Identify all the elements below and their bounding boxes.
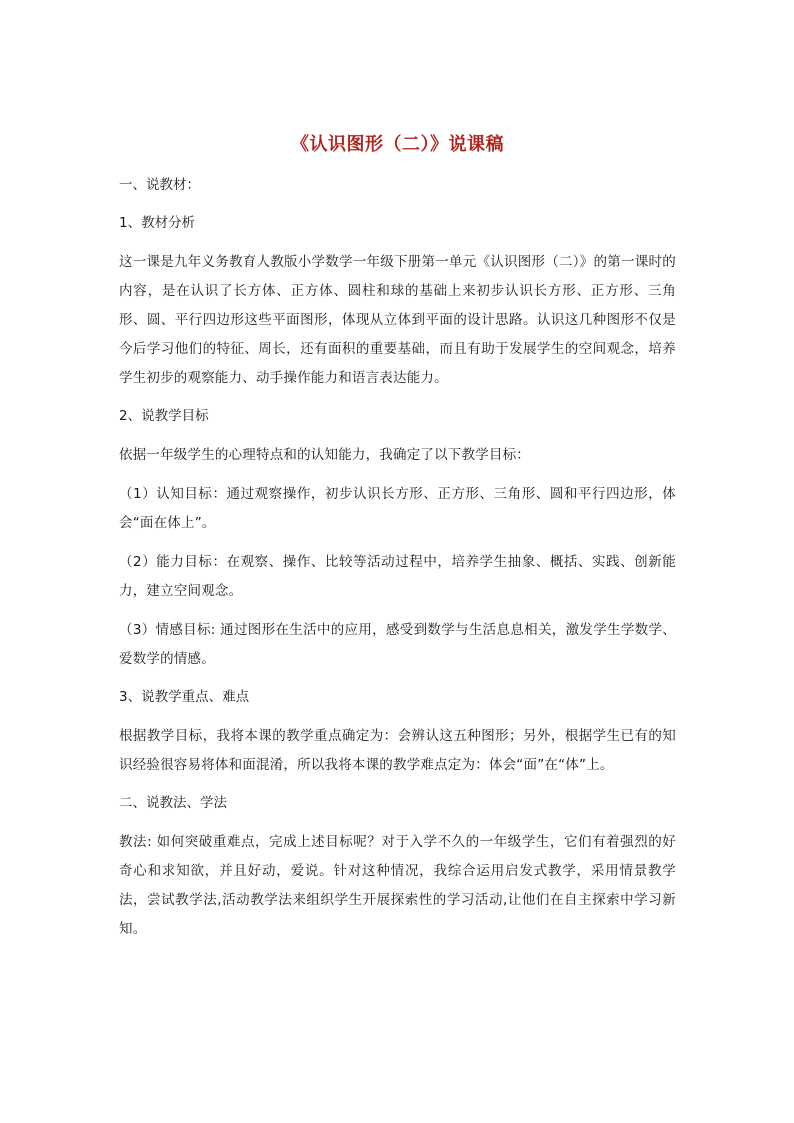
subheading-teaching-goals: 2、说教学目标 — [119, 408, 209, 424]
paragraph-cognitive-goal: （1）认知目标：通过观察操作，初步认识长方形、正方形、三角形、圆和平行四边形，体会“面在体上”。 — [119, 486, 676, 531]
paragraph-key-difficult-points: 根据教学目标，我将本课的教学重点确定为：会辨认这五种图形；另外，根据学生已有的知识经验很容易将体和面混淆，所以我将本课的教学难点定为：体会“面”在“体”上。 — [119, 728, 676, 773]
paragraph-emotional-goal: （3）情感目标: 通过图形在生活中的应用，感受到数学与生活息息相关，激发学生学数学、爱数学的情感。 — [119, 622, 676, 667]
document-title: 《认识图形（二）》说课稿 — [291, 134, 504, 155]
paragraph-ability-goal: （2）能力目标：在观察、操作、比较等活动过程中，培养学生抽象、概括、实践、创新能力，建立空间观念。 — [119, 554, 676, 599]
paragraph-goals-intro: 依据一年级学生的心理特点和的认知能力，我确定了以下教学目标： — [119, 447, 530, 463]
paragraph-teaching-methods: 教法: 如何突破重难点，完成上述目标呢？对于入学不久的一年级学生，它们有着强烈的好奇心和求知欲，并且好动，爱说。针对这种情况，我综合运用启发式教学，采用情景教学法，尝试教学法,活动教学法来组织学生开展探索性的学习活动,让他们在自主探索中学习新知。 — [119, 834, 676, 937]
document-body — [119, 128, 676, 954]
subheading-textbook-analysis: 1、教材分析 — [119, 215, 196, 231]
section-heading-textbook: 一、说教材： — [119, 177, 200, 193]
subheading-key-difficult-points: 3、说教学重点、难点 — [119, 689, 250, 705]
section-heading-methods: 二、说教法、学法 — [119, 795, 227, 811]
paragraph-textbook-analysis: 这一课是九年义务教育人教版小学数学一年级下册第一单元《认识图形（二）》的第一课时的内容，是在认识了长方体、正方体、圆柱和球的基础上来初步认识长方形、正方形、三角形、圆、平行四边形这些平面图形，体现从立体到平面的设计思路。认识这几种图形不仅是今后学习他们的特征、周长，还有面积的重要基础，而且有助于发展学生的空间观念，培养学生初步的观察能力、动手操作能力和语言表达能力。 — [119, 254, 676, 386]
